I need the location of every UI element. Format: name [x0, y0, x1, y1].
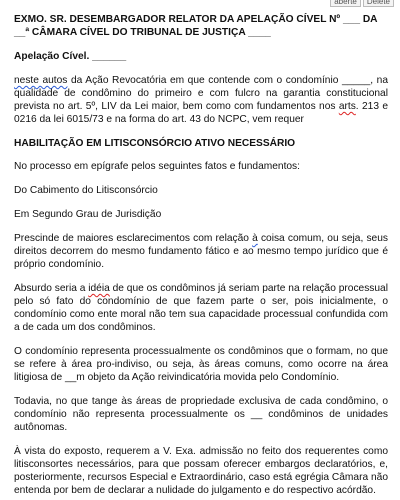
subheading-cabimento: Do Cabimento do Litisconsórcio — [14, 185, 158, 196]
apelacao-civel-line: Apelação Cível. ______ — [14, 51, 127, 62]
paragraph-absurdo — [14, 282, 388, 334]
section-title: HABILITAÇÃO EM LITISCONSÓRCIO ATIVO NECESSÁRIO — [14, 138, 296, 149]
paragraph-text: Absurdo seria a — [14, 283, 89, 294]
spellcheck-word: à — [252, 233, 258, 244]
spellcheck-word: idéia — [88, 283, 110, 294]
paragraph-text: Prescinde de maiores esclarecimentos com relação — [14, 233, 253, 244]
spellcheck-word: neste autos — [14, 75, 68, 86]
document-header: EXMO. SR. DESEMBARGADOR RELATOR DA APELAÇÃO CÍVEL Nº ___ DA __ª CÂMARA CÍVEL DO TRIBUNAL DE JUSTIÇA ____ — [14, 14, 378, 38]
top-toolbar-stub — [328, 0, 394, 8]
paragraph-facts: No processo em epígrafe pelos seguintes fatos e fundamentos: — [14, 161, 300, 172]
paragraph-intro — [14, 74, 388, 126]
paragraph-intro-text-end: . 213 e 0216 da lei 6015/73 e na forma do art. 43 do NCPC, vem requer — [14, 101, 388, 125]
document-body — [14, 13, 388, 500]
paragraph-representa: O condomínio representa processualmente os condôminos que o formam, no que se refere à área pro-indiviso, ou seja, às áreas comuns, como ocorre na área litigiosa de __m objeto da Ação reivindicatória movida pelo Condomínio. — [14, 346, 388, 383]
aberte-button[interactable]: aberte — [330, 0, 361, 7]
subheading-jurisdicao: Em Segundo Grau de Jurisdição — [14, 209, 162, 220]
paragraph-text: de que os condôminos já seriam parte na relação processual pelo só fato do condomínio de que fazem parte o ser, pois inicialmente, o condomínio como ente moral não tem sua capacidade processual confundida com a de cada um dos condôminos. — [14, 283, 388, 333]
delete-button[interactable]: Delete — [363, 0, 394, 7]
paragraph-todavia: Todavia, no que tange às áreas de propriedade exclusiva de cada condômino, o condomínio não representa processualmente os __ condôminos de unidades autônomas. — [14, 396, 388, 433]
spellcheck-word: arts — [338, 101, 356, 112]
paragraph-text: coisa comum, ou seja, seus direitos decorrem do mesmo fundamento fático e ao mesmo tempo jurídico que é próprio condomínio. — [14, 233, 388, 270]
paragraph-intro-text: da Ação Revocatória em que contende com o condomínio _____, na qualidade de condômino do primeiro e com fulcro na garantia constitucional prevista no art. 5º, LIV da Lei maior, bem como com fundamentos nos — [14, 75, 388, 112]
paragraph-conclusion: À vista do exposto, requerem a V. Exa. admissão no feito dos requerentes como litisconsortes necessários, para que possam oferecer embargos declaratórios, e, posteriormente, recursos Especial e Extraordinário, caso está egrégia Câmara não entenda por bem de declarar a nulidade do julgamento e do respectivo acórdão. — [14, 446, 388, 496]
paragraph-prescinde — [14, 232, 388, 271]
